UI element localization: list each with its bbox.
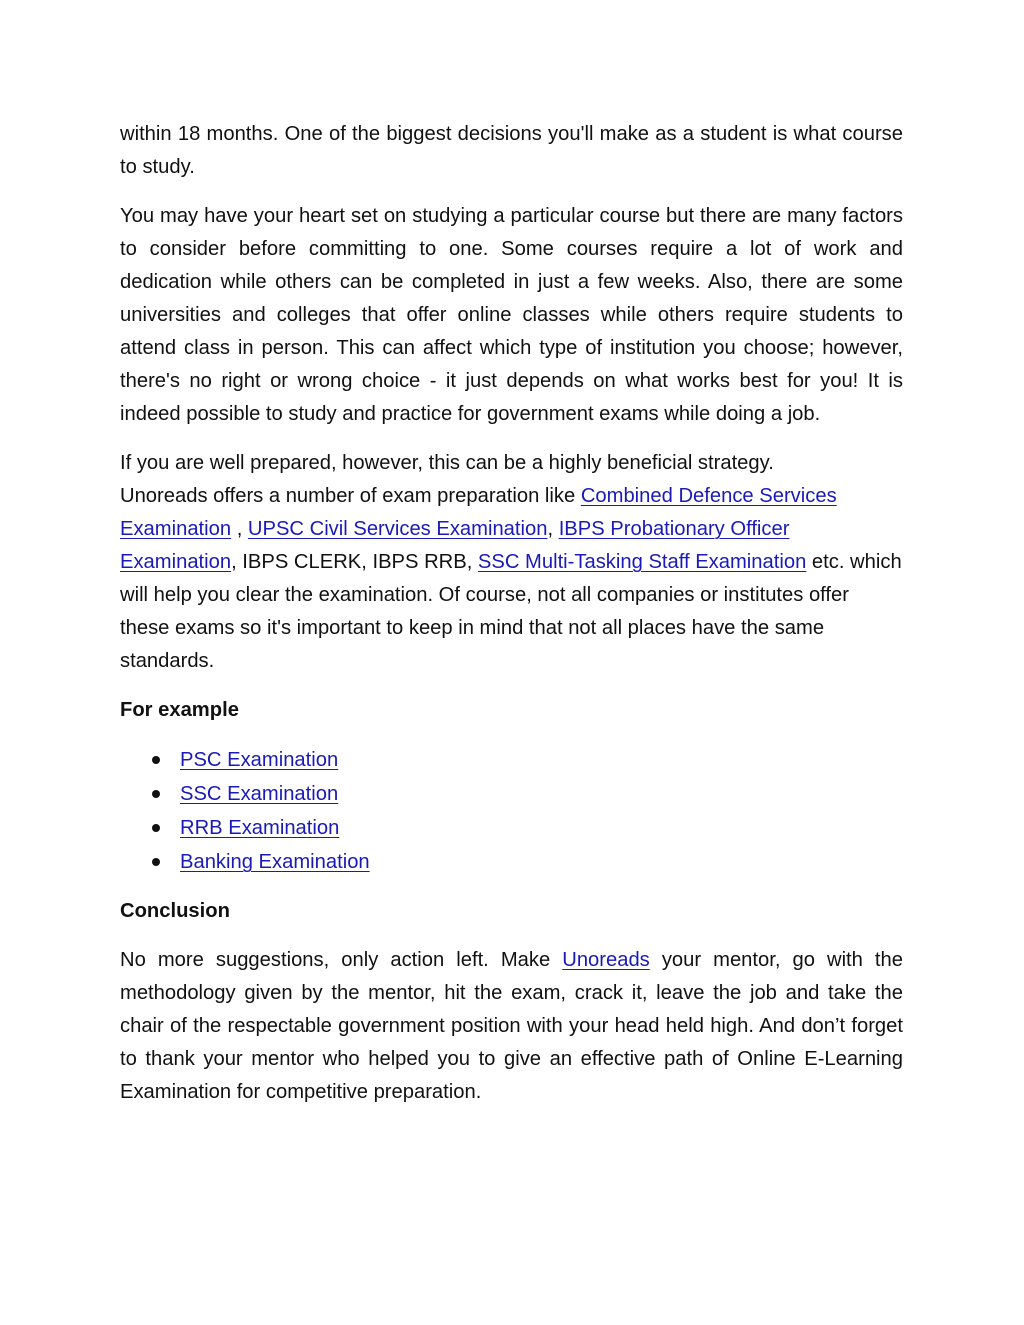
link-combined-defence-services[interactable]: Combined Defence Services Examination (120, 485, 837, 540)
heading-for-example: For example (120, 699, 239, 721)
link-rrb-examination[interactable]: RRB Examination (180, 817, 340, 839)
paragraph-text: Unoreads offers a number of exam preparation like (120, 485, 581, 507)
separator-text: , (231, 518, 248, 540)
link-ssc-multi-tasking-staff[interactable]: SSC Multi-Tasking Staff Examination (477, 551, 807, 573)
paragraph-text: etc. which will help you clear the examination. Of course, not all companies or institutes offer these exams so it's important to keep in mind that not all places have the same standards. (120, 551, 902, 672)
separator-text: , (547, 518, 559, 540)
link-upsc-civil-services[interactable]: UPSC Civil Services Examination (247, 518, 548, 540)
bullet-icon (152, 790, 160, 798)
link-ibps-probationary-officer[interactable]: IBPS Probationary Officer Examination (120, 518, 790, 573)
document-page (120, 118, 903, 1125)
list-item (120, 777, 903, 811)
bullet-icon (152, 824, 160, 832)
list-item (120, 811, 903, 845)
paragraph-course-choice: within 18 months. One of the biggest decisions you'll make as a student is what course to study. (120, 123, 903, 178)
paragraph-text: , IBPS CLERK, IBPS RRB, (231, 551, 478, 573)
exam-link-list (120, 743, 903, 879)
bullet-icon (152, 756, 160, 764)
paragraph-text: No more suggestions, only action left. Make (120, 949, 563, 971)
list-item (120, 845, 903, 879)
heading-conclusion: Conclusion (120, 900, 230, 922)
paragraph-exam-preparation (120, 447, 903, 678)
link-unoreads[interactable]: Unoreads (562, 949, 650, 971)
bullet-icon (152, 858, 160, 866)
paragraph-conclusion (120, 944, 903, 1109)
link-psc-examination[interactable]: PSC Examination (180, 749, 339, 771)
paragraph-text: your mentor, go with the methodology given by the mentor, hit the exam, crack it, leave the job and take the chair of the respectable government position with your head held high. And don’t forget to thank your mentor who helped you to give an effective path of Online E-Learning Examination for competitive preparation. (120, 949, 903, 1103)
paragraph-text: If you are well prepared, however, this can be a highly beneficial strategy. (120, 452, 774, 474)
link-ssc-examination[interactable]: SSC Examination (180, 783, 339, 805)
list-item (120, 743, 903, 777)
link-banking-examination[interactable]: Banking Examination (180, 851, 370, 873)
paragraph-factors: You may have your heart set on studying a particular course but there are many factors to consider before committing to one. Some courses require a lot of work and dedication while others can be completed in just a few weeks. Also, there are some universities and colleges that offer online classes while others require students to attend class in person. This can affect which type of institution you choose; however, there's no right or wrong choice - it just depends on what works best for you! It is indeed possible to study and practice for government exams while doing a job. (120, 205, 903, 425)
